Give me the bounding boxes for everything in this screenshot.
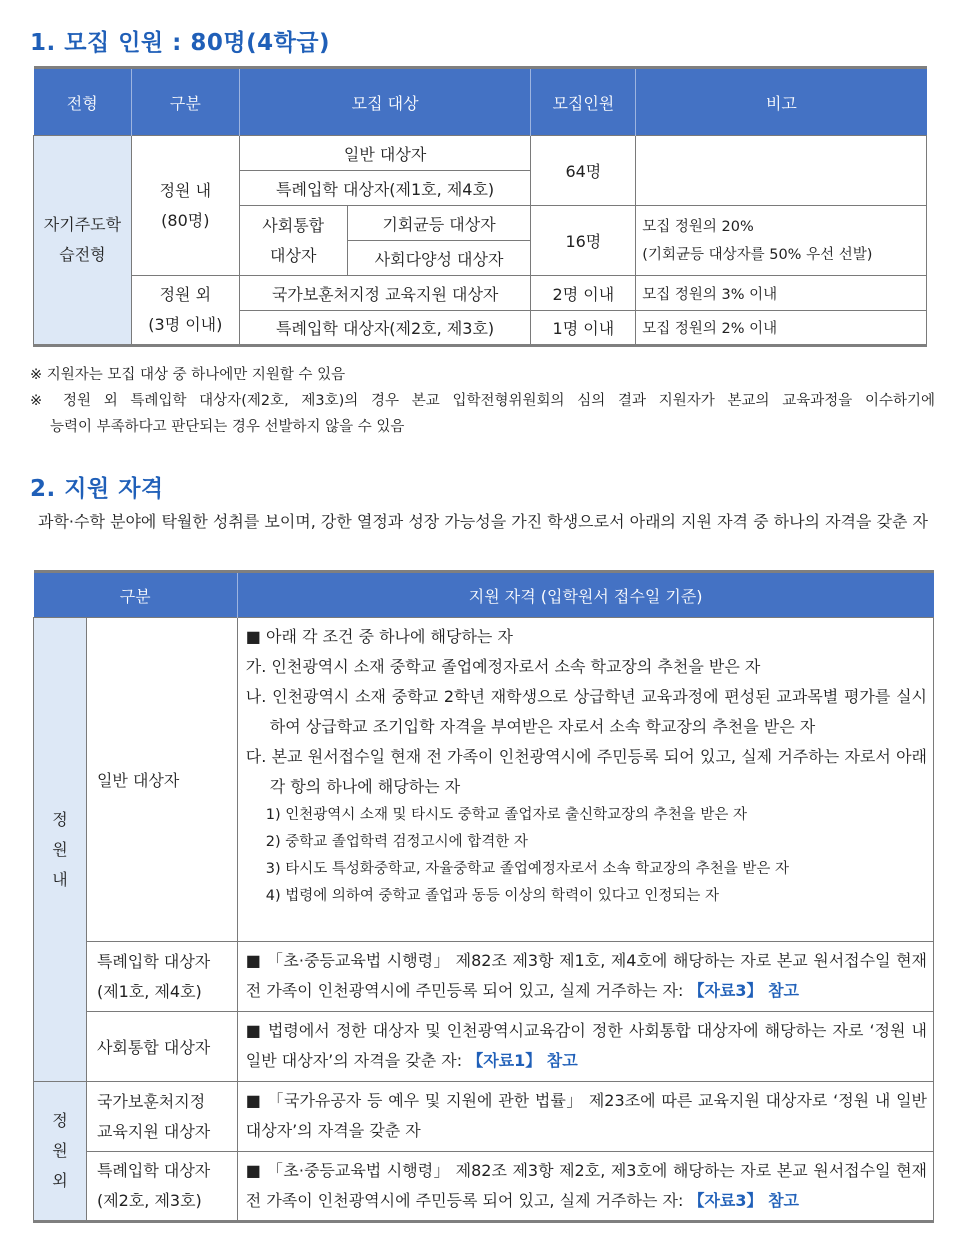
outside-line2: (3명 이내) [148,315,223,334]
veteran-qualification: ■ 「국가유공자 등 예우 및 지원에 관한 법률」 제23조에 따른 교육지원 대상자로 ‘정원 내 일반 대상자’의 자격을 갖춘 자 [237,1082,933,1152]
special14-label-1: 특례입학 대상자 [96,951,211,971]
general-sub-2: 2) 중학교 졸업학력 검정고시에 합격한 자 [265,834,528,850]
section2-intro: 과학·수학 분야에 탁월한 성취를 보이며, 강한 열정과 성장 가능성을 가진 학생으로서 아래의 지원 자격 중 하나의 자격을 갖춘 자 [38,512,928,531]
count-16: 16명 [531,206,636,276]
special14-target: 특례입학 대상자(제1호, 제4호) [239,171,531,206]
outside-cell [131,276,239,346]
special14-label-2: (제1호, 제4호) [96,981,202,1001]
outside-char-1: 정 [52,1111,68,1130]
remark-empty [636,136,927,206]
social-line1: 사회통합 [262,215,325,235]
veteran-target: 국가보훈처지정 교육지원 대상자 [239,276,531,311]
general-sub-1: 1) 인천광역시 소재 및 타시도 중학교 졸업자로 출신학교장의 추천을 받은 자 [265,807,747,823]
special14-text: ■ 「초·중등교육법 시행령」 제82조 제3항 제1호, 제4호에 해당하는 자로 본교 원서접수일 현재 전 가족이 인천광역시에 주민등록 되어 있고, 실제 거주하는 자: [245,951,927,1000]
special23-label [86,1152,237,1222]
inside-char-3: 내 [52,869,68,889]
count-1: 1명 이내 [531,311,636,346]
remark-2: 모집 정원의 3% 이내 [636,276,927,311]
header-category: 구분 [131,68,239,136]
header-count: 모집인원 [531,68,636,136]
inside-char-1: 정 [52,809,68,829]
qual-header-category: 구분 [34,572,238,618]
general-lead: ■ 아래 각 조건 중 하나에 해당하는 자 [245,627,513,646]
outside-char-3: 외 [52,1171,68,1190]
social-line2: 대상자 [270,245,317,265]
social-ref: 【자료1】 참고 [467,1051,578,1070]
qual-header-qualification: 지원 자격 (입학원서 접수일 기준) [237,572,933,618]
track-line2: 습전형 [59,245,106,264]
remark-16-line1: 모집 정원의 20% [642,218,754,235]
veteran-label-2: 교육지원 대상자 [96,1121,211,1141]
social-label: 사회통합 대상자 [86,1012,237,1082]
header-remark: 비고 [636,68,927,136]
special14-label [86,942,237,1012]
remark-1: 모집 정원의 2% 이내 [636,311,927,346]
diverse-target: 사회다양성 대상자 [347,241,531,276]
general-label: 일반 대상자 [86,618,237,942]
veteran-label [86,1082,237,1152]
header-target: 모집 대상 [239,68,531,136]
qualification-table [33,570,934,1223]
special23-label-2: (제2호, 제3호) [96,1191,202,1210]
special23-ref: 【자료3】 참고 [688,1191,799,1210]
general-sub-3: 3) 타시도 특성화중학교, 자율중학교 졸업예정자로서 소속 학교장의 추천을 받은 자 [265,861,789,877]
track-line1: 자기주도학 [43,215,122,234]
qual-header-row [34,572,934,618]
note-1: ※ 지원자는 모집 대상 중 하나에만 지원할 수 있음 [30,367,346,383]
special23-qualification [237,1152,933,1222]
general-qualification [237,618,933,942]
general-da: 다. 본교 원서접수일 현재 전 가족이 인천광역시에 주민등록 되어 있고, 실제 거주하는 자로서 아래 각 항의 하나에 해당하는 자 [245,747,927,796]
general-sub-4: 4) 법령에 의하여 중학교 졸업과 동등 이상의 학력이 있다고 인정되는 자 [265,888,719,904]
outside-line1: 정원 외 [159,285,212,304]
section2-title: 2. 지원 자격 [30,476,164,502]
outside-char-2: 원 [52,1141,68,1160]
outside-label [34,1082,87,1222]
general-ga: 가. 인천광역시 소재 중학교 졸업예정자로서 소속 학교장의 추천을 받은 자 [245,657,761,676]
general-na: 나. 인천광역시 소재 중학교 2학년 재학생으로 상급학년 교육과정에 편성된 교과목별 평가를 실시하여 상급학교 조기입학 자격을 부여받은 자로서 소속 학교장의 추천을 받은 자 [245,687,927,736]
section1-title: 1. 모집 인원 : 80명(4학급) [30,30,331,56]
inside-line2: (80명) [161,210,210,230]
remark-16 [636,206,927,276]
header-type: 전형 [34,68,132,136]
inside-cell [131,136,239,276]
inside-char-2: 원 [52,839,68,859]
general-target: 일반 대상자 [239,136,531,171]
note-3: 능력이 부족하다고 판단되는 경우 선발하지 않을 수 있음 [50,419,405,435]
social-qualification [237,1012,933,1082]
inside-label [34,618,87,1082]
quota-table [33,66,927,347]
special14-qualification [237,942,933,1012]
equal-target: 기회균등 대상자 [347,206,531,241]
note-2: ※ 정원 외 특례입학 대상자(제2호, 제3호)의 경우 본교 입학전형위원회의 심의 결과 지원자가 본교의 교육과정을 이수하기에 [30,393,935,409]
special23-text: ■ 「초·중등교육법 시행령」 제82조 제3항 제2호, 제3호에 해당하는 자로 본교 원서접수일 현재 전 가족이 인천광역시에 주민등록 되어 있고, 실제 거주하는 자: [245,1161,927,1210]
remark-16-line2: (기회균등 대상자를 50% 우선 선발) [642,246,873,263]
quota-header-row [34,68,927,136]
social-text: ■ 법령에서 정한 대상자 및 인천광역시교육감이 정한 사회통합 대상자에 해당하는 자로 ‘정원 내 일반 대상자’의 자격을 갖춘 자: [245,1021,927,1070]
count-64: 64명 [531,136,636,206]
count-2: 2명 이내 [531,276,636,311]
veteran-label-1: 국가보훈처지정 [96,1091,206,1111]
special23-target: 특례입학 대상자(제2호, 제3호) [239,311,531,346]
special23-label-1: 특례입학 대상자 [96,1161,211,1180]
inside-line1: 정원 내 [159,180,212,200]
track-cell [34,136,132,346]
special14-ref: 【자료3】 참고 [688,981,799,1000]
social-target [239,206,347,276]
